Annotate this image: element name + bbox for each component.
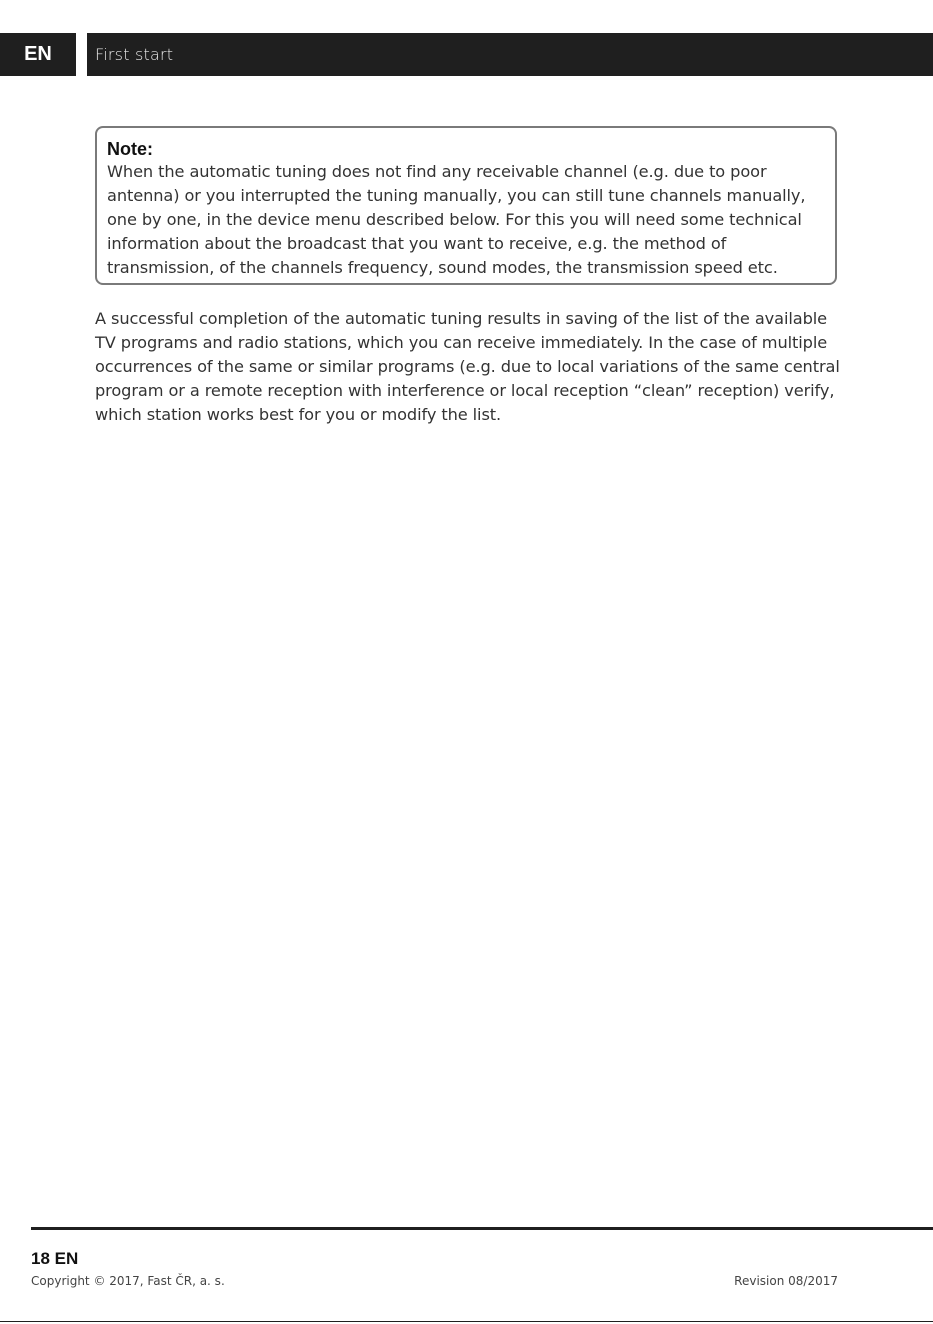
language-tab: EN — [0, 33, 76, 76]
footer-divider — [31, 1227, 933, 1230]
page-number: 18 EN — [31, 1249, 79, 1268]
revision-text: Revision 08/2017 — [734, 1274, 838, 1288]
copyright-text: Copyright © 2017, Fast ČR, a. s. — [31, 1274, 225, 1288]
note-box — [95, 126, 837, 285]
bottom-divider — [0, 1321, 933, 1322]
section-title: First start — [95, 45, 174, 64]
section-header — [87, 33, 933, 76]
note-title: Note: — [107, 139, 153, 159]
note-text: When the automatic tuning does not find any receivable channel (e.g. due to poor antenna) or you interrupted the tuning manually, you can still tune channels manually, one by one, in the device menu described below. For this you will need some technical information about the broadcast that you want to receive, e.g. the method of transmission, of the channels frequency, sound modes, the transmission speed etc. — [107, 162, 806, 277]
body-paragraph: A successful completion of the automatic tuning results in saving of the list of the available TV programs and radio stations, which you can receive immediately. In the case of multiple occurrences of the same or similar programs (e.g. due to local variations of the same central program or a remote reception with interference or local reception “clean” reception) verify, which station works best for you or modify the list. — [95, 309, 840, 424]
